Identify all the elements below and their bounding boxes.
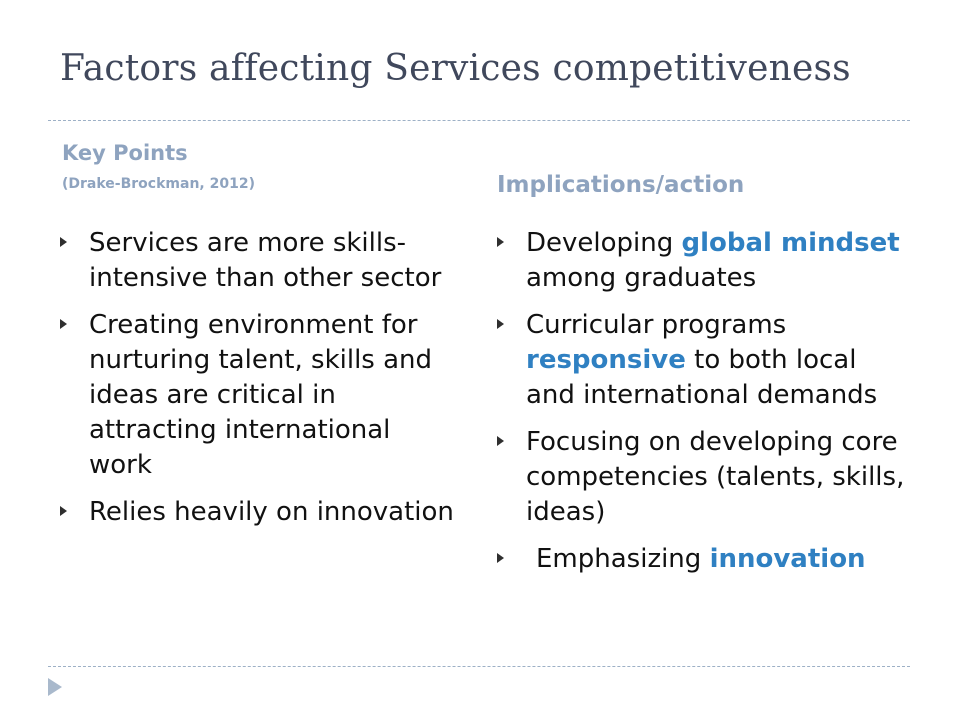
bullet-icon [497,237,504,247]
implication-item [497,308,907,413]
implication-text-after: to both local and international demands [526,345,878,410]
key-point-item [60,226,455,296]
implication-text [536,542,866,577]
implication-text-before: Focusing on developing core competencies (talents, skills, ideas) [526,427,905,527]
bullet-icon [60,237,67,247]
key-points-heading: Key Points [62,141,188,165]
key-point-item [60,495,455,530]
implication-item [497,226,907,296]
key-points-list [60,226,455,542]
implication-text [526,308,907,413]
source-citation: (Drake-Brockman, 2012) [62,176,255,192]
slide-title: Factors affecting Services competitiveness [60,48,851,89]
bullet-icon [497,436,504,446]
implication-emphasis: innovation [709,544,866,574]
implications-heading: Implications/action [497,172,745,198]
key-point-text: Creating environment for nurturing talent, skills and ideas are critical in attracting international work [89,310,433,480]
implication-emphasis: global mindset [681,228,900,258]
bullet-icon [60,319,67,329]
implication-item [497,425,907,530]
bullet-icon [497,319,504,329]
key-point-item [60,308,455,483]
implication-emphasis: responsive [526,345,686,375]
implication-text-before: Developing [526,228,682,258]
implication-item [497,542,907,577]
implication-text-before: Curricular programs [526,310,787,340]
triangle-right-icon [48,678,62,696]
left-column-header [62,138,255,192]
implications-list [497,226,907,589]
top-divider [48,120,910,121]
key-point-text: Relies heavily on innovation [89,497,454,527]
bullet-icon [497,553,504,563]
implication-text-after: among graduates [526,263,757,293]
key-point-text: Services are more skills-intensive than other sector [89,228,442,293]
implication-text-before: Emphasizing [536,544,710,574]
implication-text [526,425,907,530]
bottom-divider [48,666,910,667]
implication-text [526,226,907,296]
bullet-icon [60,506,67,516]
